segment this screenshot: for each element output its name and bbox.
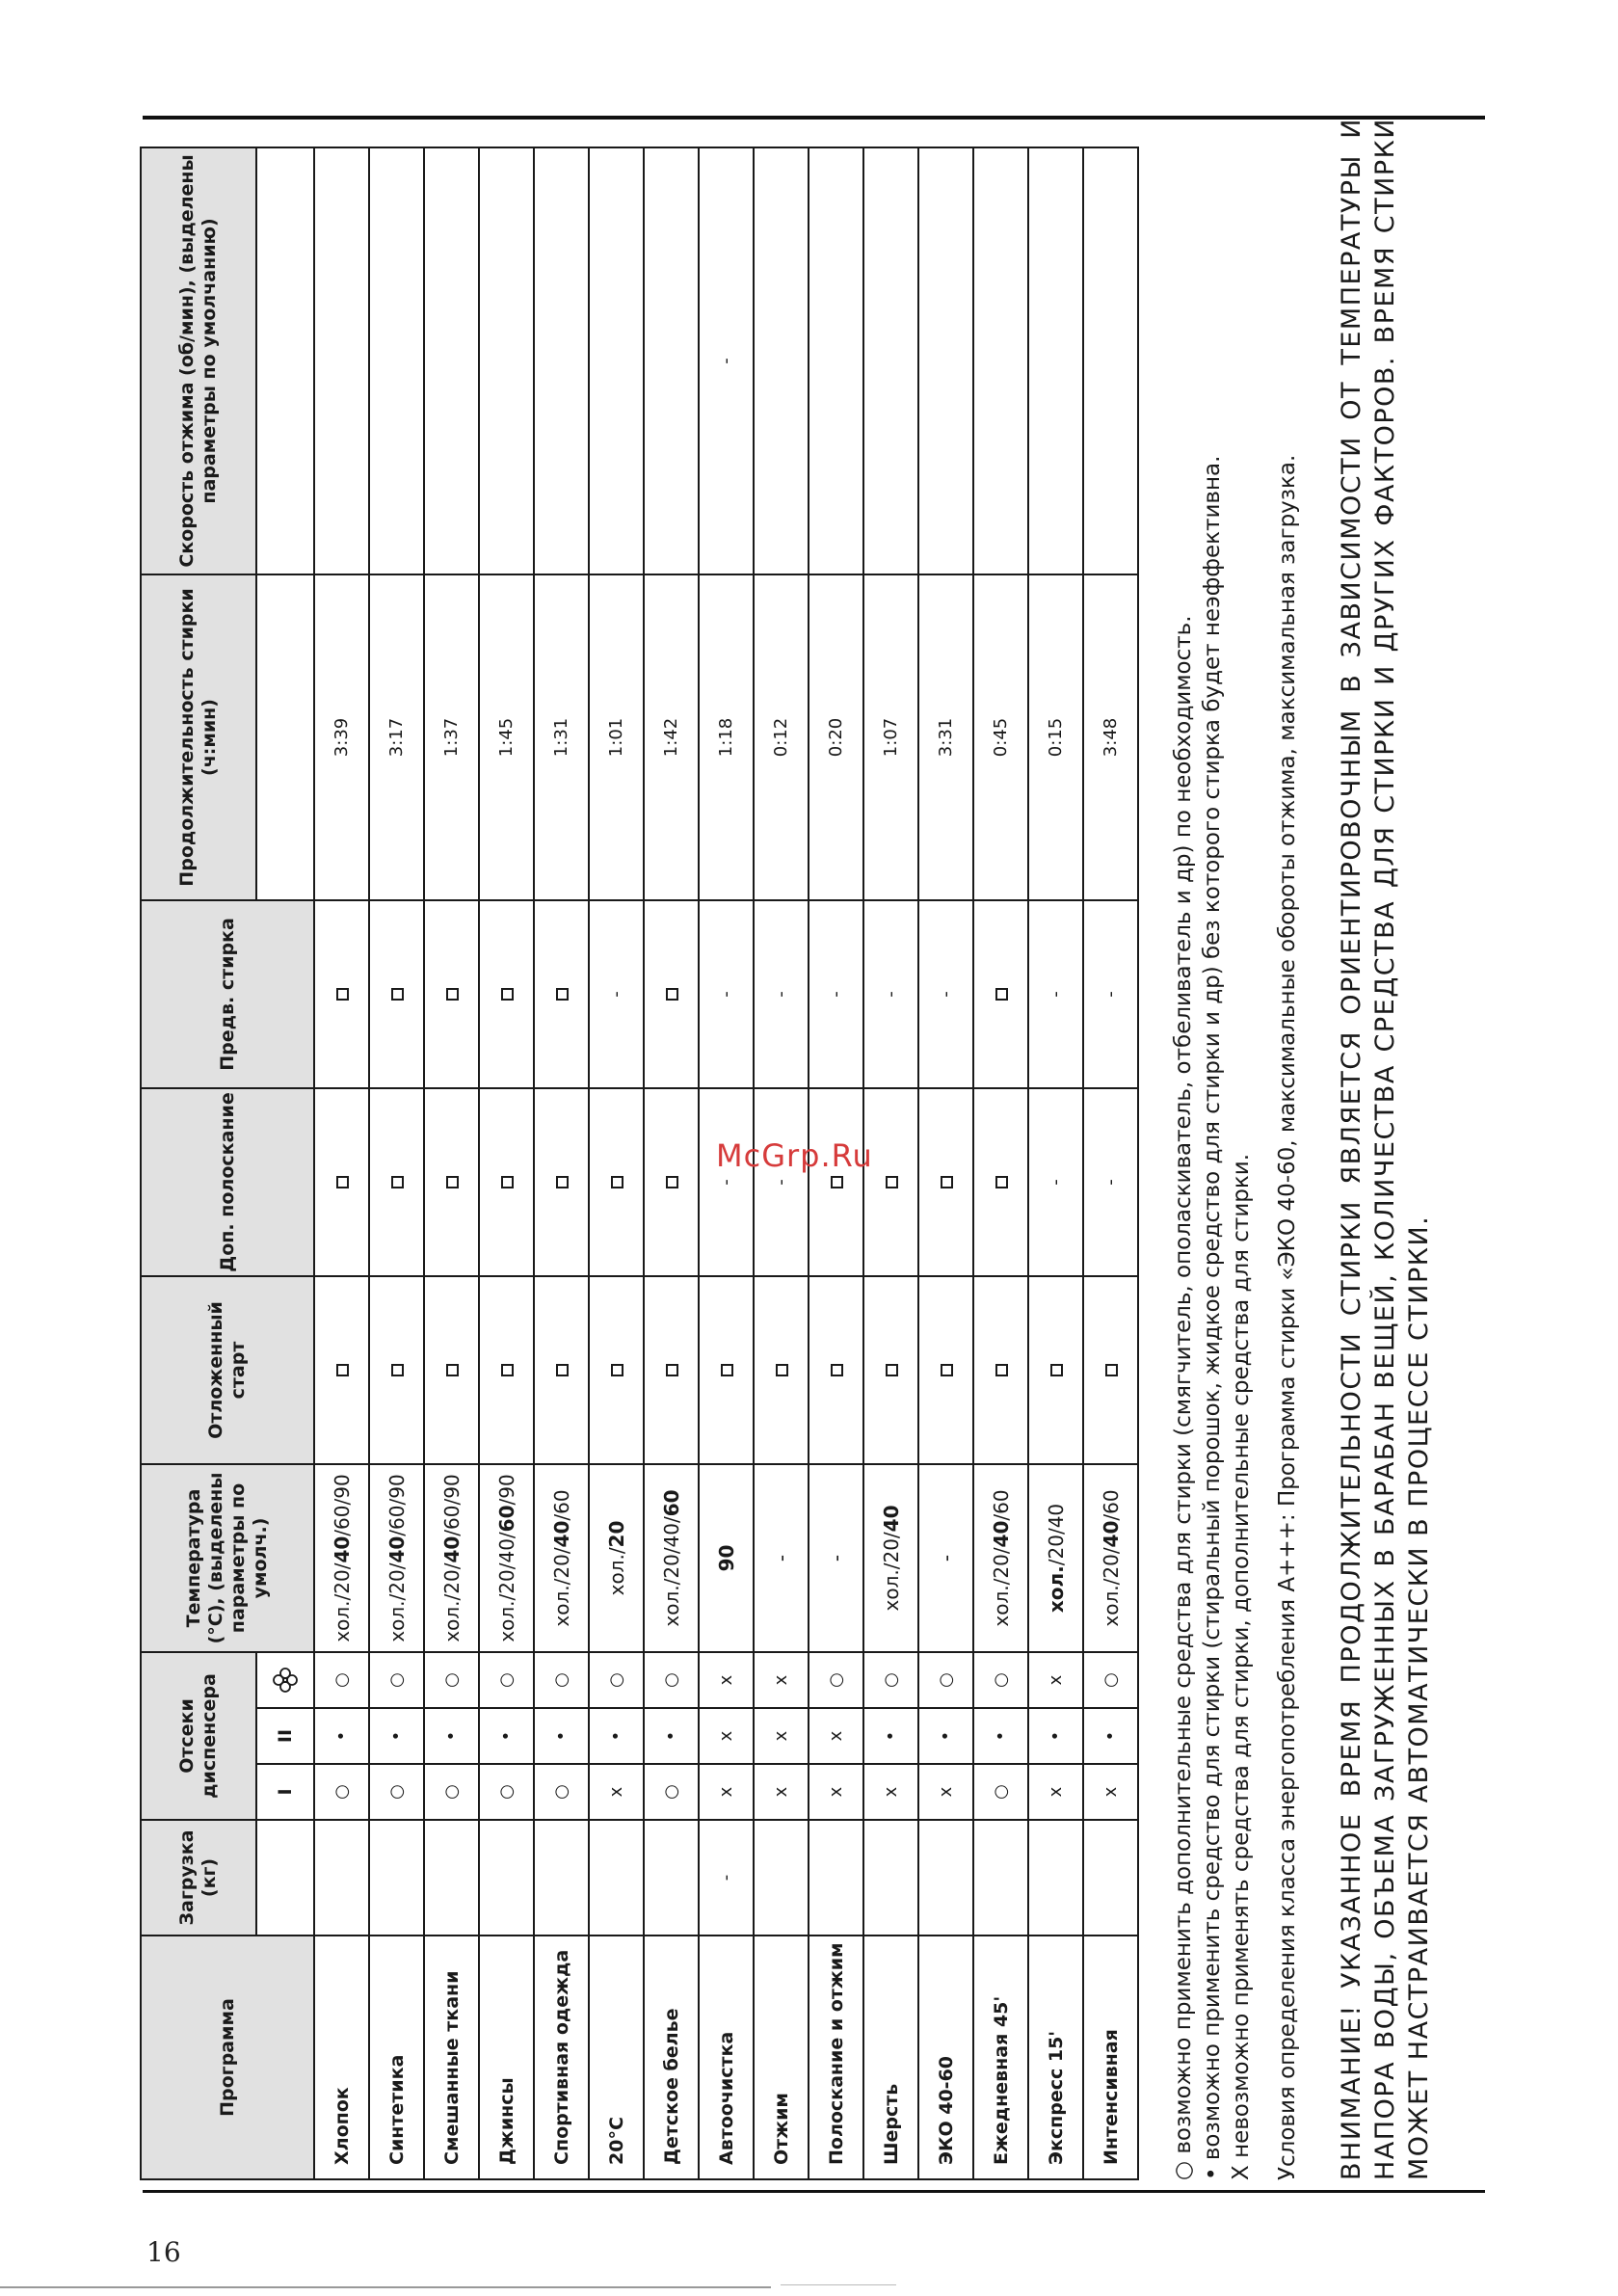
temperature-default: хол.	[1044, 1565, 1068, 1614]
delayed-start-cell	[1028, 1276, 1083, 1464]
option-available-icon	[1105, 1364, 1118, 1376]
extra-rinse-cell	[534, 1088, 589, 1276]
temperature-text: хол./20/	[385, 1562, 409, 1642]
header-prewash: Предв. стирка	[141, 900, 314, 1088]
extra-rinse-cell	[589, 1088, 644, 1276]
dispenser-2-cell: x	[809, 1708, 863, 1764]
temperature-cell	[699, 1464, 754, 1652]
temperature-text: хол./20/	[439, 1562, 464, 1642]
prewash-cell	[644, 900, 699, 1088]
bottom-rule	[143, 2190, 1485, 2193]
extra-rinse-cell: -	[1028, 1088, 1083, 1276]
spin-cell	[863, 147, 918, 574]
duration-cell: 1:31	[534, 574, 589, 900]
table-row	[1083, 147, 1138, 2179]
temperature-text: хол./20/	[879, 1532, 903, 1612]
dispenser-3-cell: ○	[369, 1652, 424, 1708]
temperature-cell	[918, 1464, 973, 1652]
option-available-icon	[391, 988, 404, 1001]
table-row	[973, 147, 1028, 2179]
header-dispenser: Отсеки диспенсера	[141, 1652, 256, 1820]
load-cell	[863, 1820, 918, 1936]
temperature-text: /60/90	[330, 1474, 354, 1536]
dispenser-2-cell: •	[644, 1708, 699, 1764]
dispenser-3-cell: ○	[863, 1652, 918, 1708]
table-row	[479, 147, 534, 2179]
option-available-icon	[611, 1364, 623, 1376]
dispenser-1-cell: x	[589, 1764, 644, 1820]
load-cell	[589, 1820, 644, 1936]
load-cell	[644, 1820, 699, 1936]
temperature-default: 40	[549, 1520, 573, 1548]
program-name: Джинсы	[479, 1936, 534, 2179]
duration-cell: 3:39	[314, 574, 369, 900]
duration-cell: 1:18	[699, 574, 754, 900]
load-cell	[534, 1820, 589, 1936]
temperature-text: /60	[989, 1489, 1013, 1521]
program-table	[140, 147, 1139, 2180]
option-available-icon	[501, 1176, 514, 1188]
option-available-icon	[995, 1176, 1008, 1188]
temperature-default: 40	[439, 1535, 464, 1563]
header-spin-sub	[256, 147, 314, 574]
load-cell	[1083, 1820, 1138, 1936]
temperature-text: /60/90	[439, 1474, 464, 1536]
dispenser-1-cell: x	[809, 1764, 863, 1820]
option-available-icon	[556, 1176, 569, 1188]
legend-notes	[1169, 60, 1256, 2180]
temperature-cell	[424, 1464, 479, 1652]
duration-cell: 0:12	[754, 574, 809, 900]
prewash-cell: -	[589, 900, 644, 1088]
table-row	[314, 147, 369, 2179]
spin-cell	[479, 147, 534, 574]
header-spin: Скорость отжима (об/мин), (выделены параметры по умолчанию)	[141, 147, 256, 574]
duration-cell: 3:17	[369, 574, 424, 900]
temperature-text: хол./20/	[1099, 1547, 1123, 1627]
header-delayed-start: Отложенный старт	[141, 1276, 314, 1464]
dispenser-3-cell: ○	[534, 1652, 589, 1708]
extra-rinse-cell	[314, 1088, 369, 1276]
program-name: Детское белье	[644, 1936, 699, 2179]
dispenser-2-cell: •	[1083, 1708, 1138, 1764]
program-name: Интенсивная	[1083, 1936, 1138, 2179]
dispenser-2-cell: •	[973, 1708, 1028, 1764]
option-available-icon	[886, 1176, 898, 1188]
option-available-icon	[721, 1364, 733, 1376]
flower-icon	[271, 1666, 300, 1695]
spin-cell	[918, 147, 973, 574]
option-available-icon	[391, 1176, 404, 1188]
extra-rinse-cell	[479, 1088, 534, 1276]
dispenser-2-cell: •	[314, 1708, 369, 1764]
header-dispenser-1: I	[256, 1764, 314, 1820]
program-name: Синтетика	[369, 1936, 424, 2179]
dispenser-2-cell: •	[369, 1708, 424, 1764]
prewash-cell: -	[863, 900, 918, 1088]
delayed-start-cell	[754, 1276, 809, 1464]
table-row	[369, 147, 424, 2179]
delayed-start-cell	[534, 1276, 589, 1464]
prewash-cell: -	[918, 900, 973, 1088]
load-cell	[809, 1820, 863, 1936]
option-available-icon	[391, 1364, 404, 1376]
watermark: McGrp.Ru	[716, 1137, 873, 1174]
dispenser-3-cell: ○	[644, 1652, 699, 1708]
temperature-default: 40	[989, 1520, 1013, 1548]
option-available-icon	[336, 1176, 349, 1188]
temperature-text: -	[824, 1554, 848, 1562]
extra-rinse-cell	[809, 1088, 863, 1276]
temperature-text: /60	[1099, 1489, 1123, 1521]
option-available-icon	[336, 988, 349, 1001]
option-available-icon	[886, 1364, 898, 1376]
temperature-cell	[369, 1464, 424, 1652]
program-name: Смешанные ткани	[424, 1936, 479, 2179]
duration-cell: 0:45	[973, 574, 1028, 900]
dispenser-1-cell: ○	[424, 1764, 479, 1820]
dispenser-1-cell: ○	[644, 1764, 699, 1820]
temperature-text: /20/40	[1044, 1503, 1068, 1566]
temperature-cell	[1028, 1464, 1083, 1652]
duration-cell: 1:42	[644, 574, 699, 900]
extra-rinse-cell	[369, 1088, 424, 1276]
dispenser-2-cell: •	[424, 1708, 479, 1764]
delayed-start-cell	[314, 1276, 369, 1464]
table-row	[589, 147, 644, 2179]
header-duration: Продолжительность стирки (ч:мин)	[141, 574, 256, 900]
dispenser-1-cell: x	[863, 1764, 918, 1820]
option-available-icon	[941, 1364, 953, 1376]
delayed-start-cell	[809, 1276, 863, 1464]
program-name: Хлопок	[314, 1936, 369, 2179]
spin-cell	[369, 147, 424, 574]
delayed-start-cell	[644, 1276, 699, 1464]
dispenser-1-cell: x	[1083, 1764, 1138, 1820]
dispenser-2-cell: •	[863, 1708, 918, 1764]
dispenser-2-cell: •	[479, 1708, 534, 1764]
warning-text: ВНИМАНИЕ! УКАЗАННОЕ ВРЕМЯ ПРОДОЛЖИТЕЛЬНОСТИ СТИРКИ ЯВЛЯЕТСЯ ОРИЕНТИРОВОЧНЫМ В ЗАВИСИМОСТИ ОТ ТЕМПЕРАТУРЫ И НАПОРА ВОДЫ, ОБЪЕМА ЗАГРУЖЕННЫХ В БАРАБАН ВЕЩЕЙ, КОЛИЧЕСТВА СРЕДСТВА ДЛЯ СТИРКИ И ДРУГИХ ФАКТОРОВ. ВРЕМЯ СТИРКИ МОЖЕТ НАСТРАИВАЕТСЯ АВТОМАТИЧЕСКИ В ПРОЦЕССЕ СТИРКИ.	[1337, 118, 1434, 2180]
spin-cell	[1083, 147, 1138, 574]
extra-rinse-cell: -	[754, 1088, 809, 1276]
duration-cell: 1:07	[863, 574, 918, 900]
option-available-icon	[556, 1364, 569, 1376]
temperature-cell	[314, 1464, 369, 1652]
prewash-cell: -	[1083, 900, 1138, 1088]
temperature-text: -	[934, 1554, 958, 1562]
prewash-cell	[314, 900, 369, 1088]
spin-cell	[534, 147, 589, 574]
dispenser-3-cell: ○	[314, 1652, 369, 1708]
delayed-start-cell	[589, 1276, 644, 1464]
program-name: Шерсть	[863, 1936, 918, 2179]
dispenser-3-cell: x	[1028, 1652, 1083, 1708]
dispenser-1-cell: x	[754, 1764, 809, 1820]
temperature-default: 40	[385, 1535, 409, 1563]
delayed-start-cell	[699, 1276, 754, 1464]
delayed-start-cell	[973, 1276, 1028, 1464]
prewash-cell: -	[754, 900, 809, 1088]
option-available-icon	[831, 1176, 843, 1188]
delayed-start-cell	[369, 1276, 424, 1464]
option-available-icon	[666, 988, 678, 1001]
option-available-icon	[556, 988, 569, 1001]
option-available-icon	[501, 1364, 514, 1376]
temperature-text: хол./20/	[330, 1562, 354, 1642]
note-line: Х невозможно применять средства для стирки, дополнительные средства для стирки.	[1229, 1153, 1254, 2180]
duration-cell: 0:15	[1028, 574, 1083, 900]
delayed-start-cell	[863, 1276, 918, 1464]
temperature-cell	[863, 1464, 918, 1652]
dispenser-3-cell: x	[699, 1652, 754, 1708]
temperature-text: /60/90	[385, 1474, 409, 1536]
option-available-icon	[666, 1176, 678, 1188]
dispenser-3-cell: ○	[973, 1652, 1028, 1708]
option-available-icon	[446, 1176, 459, 1188]
table-row	[644, 147, 699, 2179]
temperature-cell	[644, 1464, 699, 1652]
program-name: Ежедневная 45'	[973, 1936, 1028, 2179]
temperature-cell	[973, 1464, 1028, 1652]
delayed-start-cell	[424, 1276, 479, 1464]
temperature-cell	[534, 1464, 589, 1652]
option-available-icon	[501, 988, 514, 1001]
option-available-icon	[446, 1364, 459, 1376]
prewash-cell	[479, 900, 534, 1088]
duration-cell: 0:20	[809, 574, 863, 900]
dispenser-3-cell: ○	[918, 1652, 973, 1708]
program-name: Спортивная одежда	[534, 1936, 589, 2179]
dispenser-3-cell: x	[754, 1652, 809, 1708]
spin-cell: -	[699, 147, 754, 574]
prewash-cell: -	[809, 900, 863, 1088]
temperature-text: хол./	[604, 1547, 628, 1596]
dispenser-1-cell: ○	[534, 1764, 589, 1820]
table-row	[918, 147, 973, 2179]
option-available-icon	[995, 988, 1008, 1001]
option-available-icon	[776, 1364, 788, 1376]
header-dispenser-3	[256, 1652, 314, 1708]
header-duration-sub	[256, 574, 314, 900]
load-cell	[424, 1820, 479, 1936]
dispenser-1-cell: ○	[314, 1764, 369, 1820]
dispenser-2-cell: •	[534, 1708, 589, 1764]
load-cell	[1028, 1820, 1083, 1936]
dispenser-3-cell: ○	[424, 1652, 479, 1708]
program-name: ЭКО 40-60	[918, 1936, 973, 2179]
note-line: ○ возможно применить дополнительные средства для стирки (смягчитель, ополаскиватель, отбеливатель и др) по необходимость.	[1171, 615, 1196, 2180]
extra-rinse-cell	[424, 1088, 479, 1276]
temperature-text: хол./20/	[989, 1547, 1013, 1627]
temperature-default: 60	[494, 1505, 518, 1533]
dispenser-1-cell: ○	[369, 1764, 424, 1820]
option-available-icon	[831, 1364, 843, 1376]
delayed-start-cell	[918, 1276, 973, 1464]
program-name: Полоскание и отжим	[809, 1936, 863, 2179]
load-cell	[479, 1820, 534, 1936]
dispenser-1-cell: ○	[479, 1764, 534, 1820]
option-available-icon	[336, 1364, 349, 1376]
energy-class-note: Условия определения класса энергопотребления А+++: Программа стирки «ЭКО 40-60, максимальные обороты отжима, максимальная загрузка.	[1275, 454, 1300, 2180]
temperature-text: хол./20/40/	[659, 1516, 683, 1627]
option-available-icon	[995, 1364, 1008, 1376]
temperature-cell	[589, 1464, 644, 1652]
temperature-text: /90	[494, 1474, 518, 1506]
option-available-icon	[666, 1364, 678, 1376]
temperature-cell	[479, 1464, 534, 1652]
program-name: Автоочистка	[699, 1936, 754, 2179]
temperature-cell	[754, 1464, 809, 1652]
dispenser-2-cell: x	[754, 1708, 809, 1764]
load-cell	[754, 1820, 809, 1936]
prewash-cell	[369, 900, 424, 1088]
dispenser-3-cell: ○	[809, 1652, 863, 1708]
temperature-default: 40	[879, 1505, 903, 1533]
spin-cell	[589, 147, 644, 574]
dispenser-1-cell: x	[699, 1764, 754, 1820]
duration-cell: 1:01	[589, 574, 644, 900]
temperature-text: хол./20/40/	[494, 1532, 518, 1642]
duration-cell: 3:48	[1083, 574, 1138, 900]
duration-cell: 1:45	[479, 574, 534, 900]
header-program: Программа	[141, 1936, 314, 2179]
load-cell	[918, 1820, 973, 1936]
header-extra-rinse: Доп. полоскание	[141, 1088, 314, 1276]
option-available-icon	[446, 988, 459, 1001]
option-available-icon	[611, 1176, 623, 1188]
extra-rinse-cell	[863, 1088, 918, 1276]
extra-rinse-cell: -	[1083, 1088, 1138, 1276]
dispenser-3-cell: ○	[589, 1652, 644, 1708]
temperature-cell	[809, 1464, 863, 1652]
extra-rinse-cell	[644, 1088, 699, 1276]
dispenser-1-cell: x	[1028, 1764, 1083, 1820]
load-cell	[369, 1820, 424, 1936]
temperature-text: хол./20/	[549, 1547, 573, 1627]
prewash-cell	[534, 900, 589, 1088]
temperature-default: 40	[1099, 1520, 1123, 1548]
extra-rinse-cell: -	[699, 1088, 754, 1276]
scan-edge	[0, 2286, 771, 2288]
extra-rinse-cell	[973, 1088, 1028, 1276]
spin-cell	[424, 147, 479, 574]
dispenser-1-cell: x	[918, 1764, 973, 1820]
extra-rinse-cell	[918, 1088, 973, 1276]
delayed-start-cell	[1083, 1276, 1138, 1464]
header-dispenser-2: II	[256, 1708, 314, 1764]
spin-cell	[754, 147, 809, 574]
dispenser-3-cell: ○	[479, 1652, 534, 1708]
option-available-icon	[1050, 1364, 1063, 1376]
prewash-cell	[424, 900, 479, 1088]
load-cell: -	[699, 1820, 754, 1936]
spin-cell	[973, 147, 1028, 574]
dispenser-1-cell: ○	[973, 1764, 1028, 1820]
spin-cell	[314, 147, 369, 574]
temperature-text: /60	[549, 1489, 573, 1521]
spin-cell	[1028, 147, 1083, 574]
temperature-default: 60	[659, 1489, 683, 1517]
option-available-icon	[941, 1176, 953, 1188]
duration-cell: 3:31	[918, 574, 973, 900]
dispenser-2-cell: •	[1028, 1708, 1083, 1764]
prewash-cell	[973, 900, 1028, 1088]
note-line: • возможно применить средство для стирки (стиральный порошок, жидкое средство для стирки и др) без которого стирка будет неэффективна.	[1200, 455, 1225, 2180]
program-name: Экспресс 15'	[1028, 1936, 1083, 2179]
header-load-sub	[256, 1820, 314, 1936]
temperature-text: -	[769, 1554, 793, 1562]
rotated-content	[140, 15, 1518, 2180]
load-cell	[973, 1820, 1028, 1936]
delayed-start-cell	[479, 1276, 534, 1464]
prewash-cell: -	[1028, 900, 1083, 1088]
duration-cell: 1:37	[424, 574, 479, 900]
temperature-default: 40	[330, 1535, 354, 1563]
spin-cell	[644, 147, 699, 574]
dispenser-2-cell: •	[918, 1708, 973, 1764]
dispenser-3-cell: ○	[1083, 1652, 1138, 1708]
program-name: 20°C	[589, 1936, 644, 2179]
page-number: 16	[146, 2236, 181, 2268]
prewash-cell: -	[699, 900, 754, 1088]
temperature-cell	[1083, 1464, 1138, 1652]
header-load: Загрузка (кг)	[141, 1820, 256, 1936]
load-cell	[314, 1820, 369, 1936]
scan-edge	[781, 2284, 896, 2285]
header-temperature: Температура (°C), (выделены параметры по умолч.)	[141, 1464, 314, 1652]
table-row	[1028, 147, 1083, 2179]
temperature-default: 90	[714, 1544, 738, 1572]
temperature-default: 20	[604, 1520, 628, 1548]
table-row	[424, 147, 479, 2179]
program-name: Отжим	[754, 1936, 809, 2179]
dispenser-2-cell: •	[589, 1708, 644, 1764]
dispenser-2-cell: x	[699, 1708, 754, 1764]
table-row	[534, 147, 589, 2179]
spin-cell	[809, 147, 863, 574]
